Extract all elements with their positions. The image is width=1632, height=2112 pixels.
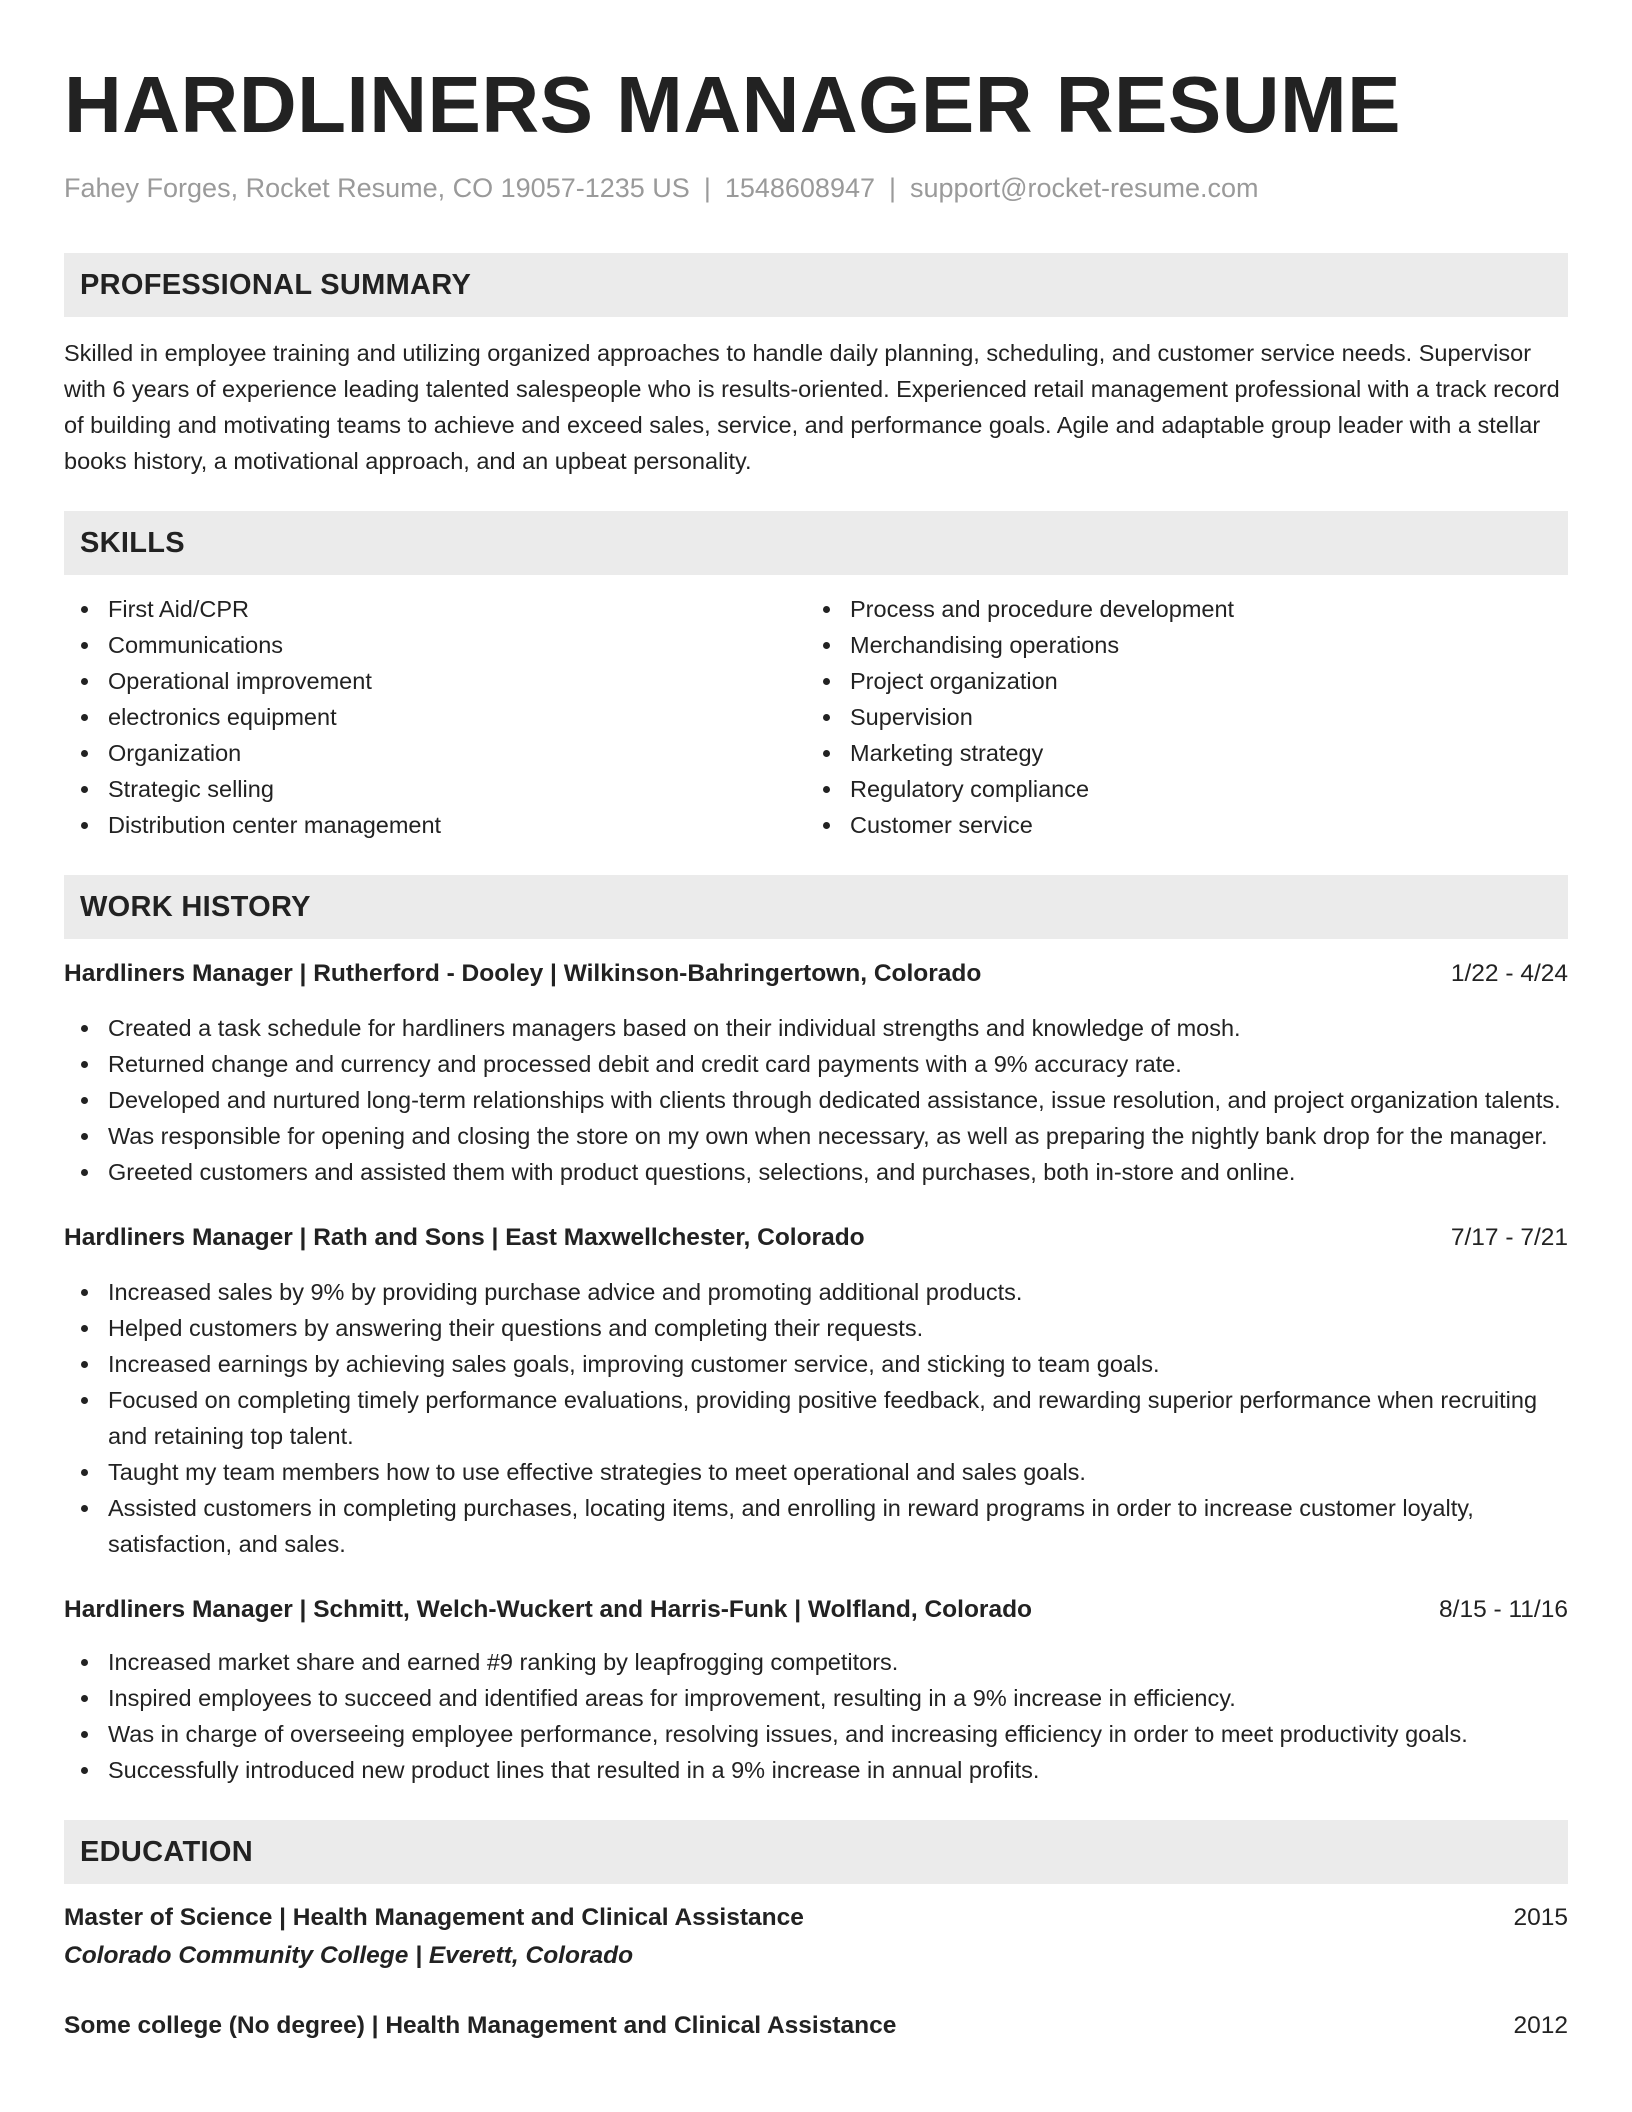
skill-item: Strategic selling — [64, 771, 806, 807]
education-entry — [64, 1900, 1568, 1974]
job-entry — [64, 956, 1568, 1190]
skill-item: Regulatory compliance — [806, 771, 1548, 807]
skill-item: Distribution center management — [64, 807, 806, 843]
education-year: 2012 — [1513, 2012, 1568, 2039]
job-bullet: Focused on completing timely performance evaluations, providing positive feedback, and rewarding superior performance when recruiting and retaining top talent. — [64, 1382, 1568, 1454]
contact-address: Fahey Forges, Rocket Resume, CO 19057-1235 US — [64, 173, 690, 203]
skill-item: Supervision — [806, 699, 1548, 735]
job-bullets — [64, 1644, 1568, 1788]
skill-item: Process and procedure development — [806, 591, 1548, 627]
skill-item: Organization — [64, 735, 806, 771]
job-bullet: Increased market share and earned #9 ranking by leapfrogging competitors. — [64, 1644, 1568, 1680]
page-title: HARDLINERS MANAGER RESUME — [64, 60, 1401, 149]
education-degree: Master of Science | Health Management and Clinical Assistance — [64, 1904, 804, 1931]
job-bullet: Helped customers by answering their questions and completing their requests. — [64, 1310, 1568, 1346]
section-heading-work: WORK HISTORY — [64, 875, 1568, 939]
skills-column-left — [64, 591, 806, 843]
job-bullet: Was responsible for opening and closing the store on my own when necessary, as well as preparing the nightly bank drop for the manager. — [64, 1118, 1568, 1154]
education-header — [64, 1900, 1568, 1936]
job-dates: 7/17 - 7/21 — [1450, 1224, 1568, 1251]
skill-item: First Aid/CPR — [64, 591, 806, 627]
job-bullet: Was in charge of overseeing employee performance, resolving issues, and increasing efficiency in order to meet productivity goals. — [64, 1716, 1568, 1752]
job-dates: 1/22 - 4/24 — [1450, 960, 1568, 987]
skill-item: Operational improvement — [64, 663, 806, 699]
job-title: Hardliners Manager | Rutherford - Dooley | Wilkinson-Bahringertown, Colorado — [64, 960, 982, 987]
job-title: Hardliners Manager | Schmitt, Welch-Wuckert and Harris-Funk | Wolfland, Colorado — [64, 1596, 1033, 1623]
education-entry — [64, 2008, 1568, 2044]
skill-item: Communications — [64, 627, 806, 663]
job-bullet: Returned change and currency and processed debit and credit card payments with a 9% accuracy rate. — [64, 1046, 1568, 1082]
section-heading-summary: PROFESSIONAL SUMMARY — [64, 253, 1568, 317]
skill-item: Marketing strategy — [806, 735, 1548, 771]
contact-email: support@rocket-resume.com — [910, 173, 1259, 203]
skill-item: Project organization — [806, 663, 1548, 699]
job-bullet: Created a task schedule for hardliners managers based on their individual strengths and knowledge of mosh. — [64, 1010, 1568, 1046]
job-header — [64, 1220, 1568, 1256]
section-heading-education: EDUCATION — [64, 1820, 1568, 1884]
job-bullet: Inspired employees to succeed and identified areas for improvement, resulting in a 9% increase in efficiency. — [64, 1680, 1568, 1716]
education-school: Colorado Community College | Everett, Colorado — [64, 1942, 634, 1969]
skills-list — [64, 591, 1568, 843]
resume-page — [64, 0, 1568, 2044]
job-dates: 8/15 - 11/16 — [1439, 1596, 1568, 1623]
job-header — [64, 1592, 1568, 1628]
job-bullet: Increased earnings by achieving sales goals, improving customer service, and sticking to team goals. — [64, 1346, 1568, 1382]
job-entry — [64, 1220, 1568, 1562]
contact-separator: | — [889, 173, 897, 203]
job-header — [64, 956, 1568, 992]
contact-phone: 1548608947 — [724, 173, 875, 203]
skill-item: Customer service — [806, 807, 1548, 843]
skill-item: Merchandising operations — [806, 627, 1548, 663]
skills-column-right — [806, 591, 1548, 843]
job-bullets — [64, 1274, 1568, 1562]
job-title: Hardliners Manager | Rath and Sons | East Maxwellchester, Colorado — [64, 1224, 865, 1251]
contact-separator: | — [703, 173, 711, 203]
job-bullet: Taught my team members how to use effective strategies to meet operational and sales goals. — [64, 1454, 1568, 1490]
education-header — [64, 2008, 1568, 2044]
job-bullet: Assisted customers in completing purchases, locating items, and enrolling in reward programs in order to increase customer loyalty, satisfaction, and sales. — [64, 1490, 1568, 1562]
education-year: 2015 — [1513, 1904, 1568, 1931]
section-heading-skills: SKILLS — [64, 511, 1568, 575]
education-degree: Some college (No degree) | Health Management and Clinical Assistance — [64, 2012, 897, 2039]
summary-text: Skilled in employee training and utilizing organized approaches to handle daily planning, scheduling, and customer service needs. Supervisor with 6 years of experience leading talented salespeople who is results-oriented. Experienced retail management professional with a track record of building and motivating teams to achieve and exceed sales, service, and performance goals. Agile and adaptable group leader with a stellar books history, a motivational approach, and an upbeat personality. — [64, 340, 1560, 474]
job-bullet: Increased sales by 9% by providing purchase advice and promoting additional products. — [64, 1274, 1568, 1310]
job-bullet: Greeted customers and assisted them with product questions, selections, and purchases, both in-store and online. — [64, 1154, 1568, 1190]
skill-item: electronics equipment — [64, 699, 806, 735]
job-entry — [64, 1592, 1568, 1788]
contact-line — [64, 170, 1568, 206]
job-bullet: Successfully introduced new product lines that resulted in a 9% increase in annual profits. — [64, 1752, 1568, 1788]
job-bullets — [64, 1010, 1568, 1190]
job-bullet: Developed and nurtured long-term relationships with clients through dedicated assistance, issue resolution, and project organization talents. — [64, 1082, 1568, 1118]
